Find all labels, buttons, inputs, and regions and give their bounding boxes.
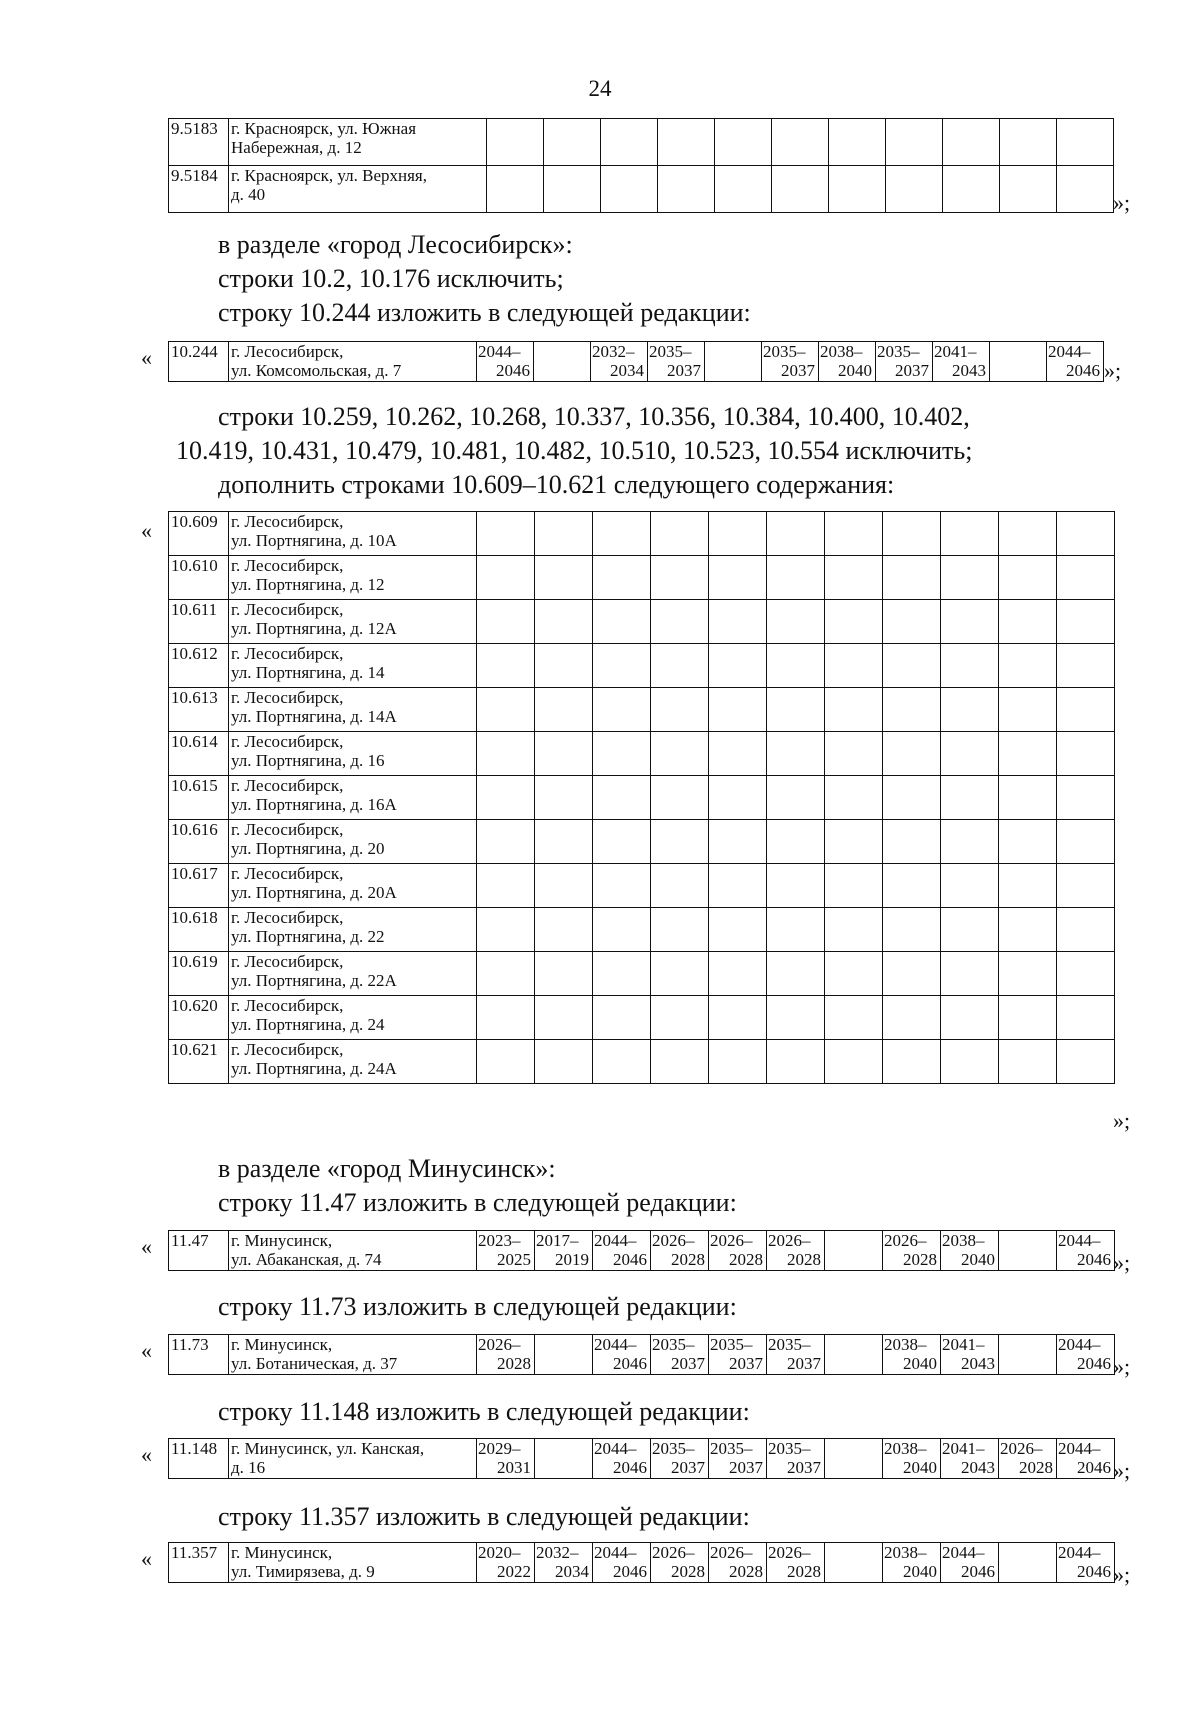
empty-cell	[883, 556, 941, 600]
empty-cell	[825, 688, 883, 732]
empty-cell	[593, 688, 651, 732]
empty-cell	[825, 864, 883, 908]
row-address: г. Лесосибирск, ул. Портнягина, д. 24	[229, 996, 477, 1040]
row-address: г. Лесосибирск, ул. Портнягина, д. 12	[229, 556, 477, 600]
empty-cell	[1057, 732, 1115, 776]
year-range-cell: 2041– 2043	[941, 1439, 999, 1479]
closing-quote: »;	[1113, 1250, 1131, 1275]
table-row	[169, 820, 1115, 864]
empty-cell	[593, 644, 651, 688]
empty-cell	[941, 996, 999, 1040]
empty-cell	[709, 996, 767, 1040]
year-range-cell: 2026– 2028	[709, 1231, 767, 1271]
empty-cell	[883, 776, 941, 820]
empty-cell	[767, 732, 825, 776]
empty-cell	[883, 908, 941, 952]
row-number: 11.357	[169, 1543, 229, 1583]
empty-cell	[593, 908, 651, 952]
empty-cell	[941, 908, 999, 952]
year-range-cell: 2035– 2037	[709, 1439, 767, 1479]
empty-cell	[593, 952, 651, 996]
table-row	[169, 908, 1115, 952]
empty-cell	[535, 776, 593, 820]
empty-cell	[941, 556, 999, 600]
paragraph: дополнить строками 10.609–10.621 следующего содержания:	[218, 470, 895, 499]
empty-cell	[825, 732, 883, 776]
empty-cell	[651, 864, 709, 908]
year-range-cell	[825, 1231, 883, 1271]
table-row	[169, 119, 1114, 166]
empty-cell	[999, 644, 1057, 688]
empty-cell	[1057, 644, 1115, 688]
year-range-cell: 2026– 2028	[477, 1335, 535, 1375]
row-address: г. Лесосибирск, ул. Портнягина, д. 24А	[229, 1040, 477, 1084]
empty-cell	[477, 864, 535, 908]
empty-cell	[477, 688, 535, 732]
empty-cell	[941, 732, 999, 776]
empty-cell	[767, 688, 825, 732]
empty-cell	[593, 820, 651, 864]
year-range-cell: 2038– 2040	[819, 342, 876, 382]
empty-cell	[941, 512, 999, 556]
year-range-cell: 2026– 2028	[883, 1231, 941, 1271]
empty-cell	[883, 644, 941, 688]
empty-cell	[477, 1040, 535, 1084]
empty-cell	[999, 556, 1057, 600]
empty-cell	[535, 556, 593, 600]
empty-cell	[767, 952, 825, 996]
empty-cell	[883, 732, 941, 776]
row-number: 9.5184	[169, 166, 229, 213]
year-range-cell	[999, 1335, 1057, 1375]
empty-cell	[999, 1040, 1057, 1084]
empty-cell	[709, 732, 767, 776]
empty-cell	[535, 644, 593, 688]
table-row-11-148	[168, 1438, 1115, 1479]
year-range-cell: 2044– 2046	[941, 1543, 999, 1583]
empty-cell	[651, 820, 709, 864]
empty-cell	[883, 996, 941, 1040]
empty-cell	[767, 600, 825, 644]
row-address: г. Лесосибирск, ул. Портнягина, д. 10А	[229, 512, 477, 556]
table-row-10-244	[168, 341, 1104, 382]
table-row	[169, 512, 1115, 556]
table-row-11-357	[168, 1542, 1115, 1583]
row-number: 10.617	[169, 864, 229, 908]
year-range-cell: 2044– 2046	[593, 1231, 651, 1271]
paragraph: строку 11.357 изложить в следующей редакции:	[218, 1502, 750, 1531]
paragraph: строки 10.259, 10.262, 10.268, 10.337, 10.356, 10.384, 10.400, 10.402,	[218, 402, 970, 431]
empty-cell	[1057, 600, 1115, 644]
opening-quote: «	[141, 518, 152, 543]
year-range-cell: 2026– 2028	[651, 1231, 709, 1271]
empty-cell	[767, 556, 825, 600]
row-address: г. Лесосибирск, ул. Портнягина, д. 16	[229, 732, 477, 776]
empty-cell	[883, 820, 941, 864]
empty-cell	[1057, 908, 1115, 952]
empty-cell	[535, 908, 593, 952]
empty-cell	[477, 644, 535, 688]
empty-cell	[709, 820, 767, 864]
empty-cell	[1057, 996, 1115, 1040]
year-range-cell: 2038– 2040	[883, 1335, 941, 1375]
empty-cell	[1057, 556, 1115, 600]
year-range-cell: 2029– 2031	[477, 1439, 535, 1479]
empty-cell	[883, 512, 941, 556]
empty-cell	[651, 688, 709, 732]
year-range-cell: 2038– 2040	[883, 1439, 941, 1479]
year-range-cell: 2020– 2022	[477, 1543, 535, 1583]
year-range-cell: 2044– 2046	[1057, 1543, 1115, 1583]
table-row-11-47	[168, 1230, 1115, 1271]
paragraph: строку 11.73 изложить в следующей редакции:	[218, 1292, 737, 1321]
empty-cell	[709, 952, 767, 996]
empty-cell	[709, 556, 767, 600]
closing-quote: »;	[1113, 190, 1131, 215]
year-range-cell: 2044– 2046	[593, 1335, 651, 1375]
empty-cell	[825, 600, 883, 644]
empty-cell	[1057, 1040, 1115, 1084]
empty-cell	[941, 776, 999, 820]
year-range-cell: 2044– 2046	[593, 1543, 651, 1583]
table-row-11-73	[168, 1334, 1115, 1375]
table-row	[169, 1231, 1115, 1271]
empty-cell	[999, 996, 1057, 1040]
empty-cell	[651, 776, 709, 820]
empty-cell	[651, 732, 709, 776]
empty-cell	[477, 952, 535, 996]
row-address: г. Лесосибирск, ул. Портнягина, д. 22А	[229, 952, 477, 996]
empty-cell	[825, 908, 883, 952]
empty-cell	[651, 512, 709, 556]
row-address: г. Лесосибирск, ул. Комсомольская, д. 7	[229, 342, 477, 382]
empty-cell	[941, 864, 999, 908]
year-range-cell	[825, 1335, 883, 1375]
empty-cell	[825, 556, 883, 600]
row-address: г. Лесосибирск, ул. Портнягина, д. 14А	[229, 688, 477, 732]
empty-cell	[941, 820, 999, 864]
closing-quote: »;	[1104, 358, 1122, 383]
row-number: 10.612	[169, 644, 229, 688]
row-number: 11.148	[169, 1439, 229, 1479]
empty-cell	[767, 512, 825, 556]
empty-cell	[477, 776, 535, 820]
empty-cell	[999, 776, 1057, 820]
empty-cell	[941, 688, 999, 732]
year-range-cell	[534, 342, 591, 382]
row-address: г. Лесосибирск, ул. Портнягина, д. 20А	[229, 864, 477, 908]
empty-cell	[651, 1040, 709, 1084]
year-range-cell: 2035– 2037	[876, 342, 933, 382]
year-range-cell: 2026– 2028	[709, 1543, 767, 1583]
empty-cell	[651, 600, 709, 644]
year-range-cell: 2044– 2046	[1047, 342, 1104, 382]
year-range-cell: 2035– 2037	[767, 1335, 825, 1375]
empty-cell	[767, 864, 825, 908]
empty-cell	[651, 908, 709, 952]
table-row	[169, 732, 1115, 776]
row-number: 10.614	[169, 732, 229, 776]
row-address: г. Минусинск, ул. Ботаническая, д. 37	[229, 1335, 477, 1375]
empty-cell	[825, 952, 883, 996]
row-number: 10.621	[169, 1040, 229, 1084]
opening-quote: «	[141, 1234, 152, 1259]
empty-cell	[767, 1040, 825, 1084]
empty-cell	[767, 820, 825, 864]
empty-cell	[651, 952, 709, 996]
empty-cell	[535, 996, 593, 1040]
table-row	[169, 556, 1115, 600]
empty-cell	[825, 820, 883, 864]
empty-cell	[477, 600, 535, 644]
paragraph: строки 10.2, 10.176 исключить;	[218, 264, 564, 293]
table-row	[169, 1335, 1115, 1375]
empty-cell	[593, 556, 651, 600]
empty-cell	[709, 864, 767, 908]
table-row	[169, 1543, 1115, 1583]
empty-cell	[651, 996, 709, 1040]
page-number: 24	[588, 76, 612, 101]
row-address: г. Минусинск, ул. Тимирязева, д. 9	[229, 1543, 477, 1583]
empty-cell	[767, 908, 825, 952]
paragraph: строку 11.148 изложить в следующей редакции:	[218, 1397, 750, 1426]
empty-cell	[825, 1040, 883, 1084]
year-range-cell: 2035– 2037	[651, 1439, 709, 1479]
empty-cell	[883, 952, 941, 996]
paragraph: 10.419, 10.431, 10.479, 10.481, 10.482, 10.510, 10.523, 10.554 исключить;	[176, 436, 973, 465]
row-number: 10.618	[169, 908, 229, 952]
row-address: г. Красноярск, ул. Южная Набережная, д. 12	[229, 119, 487, 166]
year-range-cell: 2044– 2046	[477, 342, 534, 382]
year-range-cell: 2026– 2028	[767, 1231, 825, 1271]
year-range-cell: 2026– 2028	[999, 1439, 1057, 1479]
empty-cell	[651, 644, 709, 688]
row-number: 10.619	[169, 952, 229, 996]
table-row	[169, 1040, 1115, 1084]
year-range-cell	[999, 1543, 1057, 1583]
empty-cell	[593, 512, 651, 556]
year-range-cell	[825, 1439, 883, 1479]
empty-cell	[883, 1040, 941, 1084]
empty-cell	[477, 556, 535, 600]
row-number: 10.244	[169, 342, 229, 382]
opening-quote: «	[141, 1338, 152, 1363]
table-krasnoyarsk	[168, 118, 1114, 213]
row-address: г. Минусинск, ул. Абаканская, д. 74	[229, 1231, 477, 1271]
closing-quote: »;	[1113, 1458, 1131, 1483]
year-range-cell: 2044– 2046	[593, 1439, 651, 1479]
row-number: 10.610	[169, 556, 229, 600]
empty-cell	[999, 512, 1057, 556]
table-row	[169, 166, 1114, 213]
empty-cell	[1057, 688, 1115, 732]
row-number: 11.47	[169, 1231, 229, 1271]
empty-cell	[477, 512, 535, 556]
empty-cell	[709, 1040, 767, 1084]
paragraph: в разделе «город Минусинск»:	[218, 1154, 556, 1183]
empty-cell	[1057, 820, 1115, 864]
year-range-cell: 2041– 2043	[941, 1335, 999, 1375]
empty-cell	[941, 644, 999, 688]
opening-quote: «	[141, 1442, 152, 1467]
empty-cell	[593, 1040, 651, 1084]
paragraph: в разделе «город Лесосибирск»:	[218, 230, 573, 259]
empty-cell	[651, 556, 709, 600]
empty-cell	[767, 996, 825, 1040]
empty-cell	[999, 732, 1057, 776]
empty-cell	[999, 864, 1057, 908]
year-range-cell	[990, 342, 1047, 382]
year-range-cell	[825, 1543, 883, 1583]
table-row	[169, 996, 1115, 1040]
empty-cell	[477, 996, 535, 1040]
year-range-cell	[999, 1231, 1057, 1271]
empty-cell	[535, 732, 593, 776]
empty-cell	[767, 776, 825, 820]
empty-cell	[825, 996, 883, 1040]
year-range-cell: 2035– 2037	[651, 1335, 709, 1375]
empty-cell	[883, 600, 941, 644]
row-number: 10.613	[169, 688, 229, 732]
empty-cell	[535, 864, 593, 908]
empty-cell	[477, 732, 535, 776]
year-range-cell: 2035– 2037	[762, 342, 819, 382]
row-number: 10.611	[169, 600, 229, 644]
year-range-cell	[535, 1439, 593, 1479]
row-address: г. Лесосибирск, ул. Портнягина, д. 20	[229, 820, 477, 864]
paragraph: строку 11.47 изложить в следующей редакции:	[218, 1188, 737, 1217]
empty-cell	[941, 952, 999, 996]
empty-cell	[825, 512, 883, 556]
empty-cell	[535, 952, 593, 996]
year-range-cell: 2023– 2025	[477, 1231, 535, 1271]
empty-cell	[883, 864, 941, 908]
year-range-cell: 2032– 2034	[535, 1543, 593, 1583]
empty-cell	[999, 820, 1057, 864]
empty-cell	[593, 600, 651, 644]
empty-cell	[999, 908, 1057, 952]
empty-cell	[477, 820, 535, 864]
year-range-cell: 2035– 2037	[648, 342, 705, 382]
row-number: 9.5183	[169, 119, 229, 166]
row-address: г. Лесосибирск, ул. Портнягина, д. 22	[229, 908, 477, 952]
empty-cell	[709, 512, 767, 556]
row-address: г. Красноярск, ул. Верхняя, д. 40	[229, 166, 487, 213]
year-range-cell: 2032– 2034	[591, 342, 648, 382]
empty-cell	[593, 732, 651, 776]
empty-cell	[709, 688, 767, 732]
closing-quote: »;	[1113, 1108, 1131, 1133]
empty-cell	[593, 996, 651, 1040]
row-number: 10.620	[169, 996, 229, 1040]
row-number: 10.616	[169, 820, 229, 864]
empty-cell	[709, 600, 767, 644]
year-range-cell	[705, 342, 762, 382]
year-range-cell: 2026– 2028	[651, 1543, 709, 1583]
row-address: г. Минусинск, ул. Канская, д. 16	[229, 1439, 477, 1479]
table-lesosibirsk	[168, 511, 1115, 1084]
paragraph: строку 10.244 изложить в следующей редакции:	[218, 298, 751, 327]
table-row	[169, 776, 1115, 820]
year-range-cell: 2038– 2040	[941, 1231, 999, 1271]
empty-cell	[1057, 864, 1115, 908]
table-row	[169, 644, 1115, 688]
empty-cell	[999, 688, 1057, 732]
year-range-cell: 2044– 2046	[1057, 1439, 1115, 1479]
year-range-cell: 2035– 2037	[709, 1335, 767, 1375]
year-range-cell: 2044– 2046	[1057, 1335, 1115, 1375]
row-address: г. Лесосибирск, ул. Портнягина, д. 14	[229, 644, 477, 688]
empty-cell	[709, 776, 767, 820]
empty-cell	[477, 908, 535, 952]
empty-cell	[709, 644, 767, 688]
row-number: 10.609	[169, 512, 229, 556]
row-number: 11.73	[169, 1335, 229, 1375]
empty-cell	[825, 644, 883, 688]
row-address: г. Лесосибирск, ул. Портнягина, д. 16А	[229, 776, 477, 820]
year-range-cell: 2035– 2037	[767, 1439, 825, 1479]
empty-cell	[941, 600, 999, 644]
empty-cell	[709, 908, 767, 952]
empty-cell	[535, 1040, 593, 1084]
empty-cell	[535, 600, 593, 644]
closing-quote: »;	[1113, 1562, 1131, 1587]
row-number: 10.615	[169, 776, 229, 820]
empty-cell	[999, 952, 1057, 996]
empty-cell	[1057, 776, 1115, 820]
empty-cell	[535, 512, 593, 556]
year-range-cell: 2017– 2019	[535, 1231, 593, 1271]
table-row	[169, 952, 1115, 996]
year-range-cell	[535, 1335, 593, 1375]
empty-cell	[535, 688, 593, 732]
row-address: г. Лесосибирск, ул. Портнягина, д. 12А	[229, 600, 477, 644]
opening-quote: «	[141, 1546, 152, 1571]
table-row	[169, 342, 1104, 382]
empty-cell	[593, 864, 651, 908]
empty-cell	[767, 644, 825, 688]
empty-cell	[535, 820, 593, 864]
table-row	[169, 600, 1115, 644]
table-row	[169, 688, 1115, 732]
table-row	[169, 864, 1115, 908]
year-range-cell: 2044– 2046	[1057, 1231, 1115, 1271]
year-range-cell: 2041– 2043	[933, 342, 990, 382]
empty-cell	[593, 776, 651, 820]
table-row	[169, 1439, 1115, 1479]
year-range-cell: 2026– 2028	[767, 1543, 825, 1583]
closing-quote: »;	[1113, 1354, 1131, 1379]
empty-cell	[999, 600, 1057, 644]
empty-cell	[1057, 512, 1115, 556]
year-range-cell: 2038– 2040	[883, 1543, 941, 1583]
empty-cell	[883, 688, 941, 732]
empty-cell	[825, 776, 883, 820]
opening-quote: «	[141, 345, 152, 370]
empty-cell	[1057, 952, 1115, 996]
empty-cell	[941, 1040, 999, 1084]
